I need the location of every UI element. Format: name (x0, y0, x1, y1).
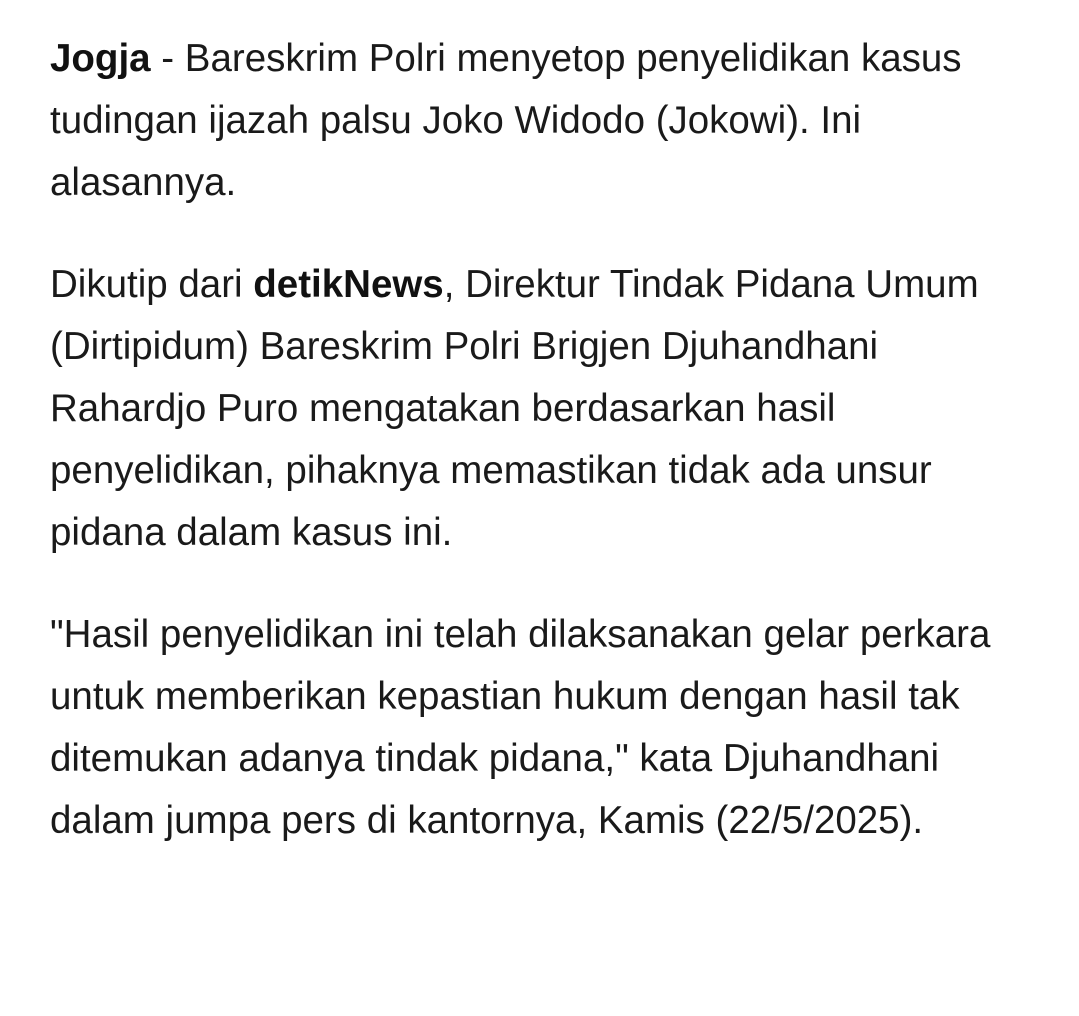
article-body (50, 28, 1025, 852)
source-prefix: Dikutip dari (50, 263, 254, 306)
source-name: detikNews (253, 263, 444, 306)
dateline-location: Jogja (50, 37, 151, 80)
article-paragraph-lead (50, 28, 1025, 214)
article-paragraph-source (50, 254, 1025, 564)
lead-text: - Bareskrim Polri menyetop penyelidikan kasus tudingan ijazah palsu Joko Widodo (Jokowi). Ini alasannya. (50, 37, 962, 204)
article-paragraph-quote (50, 604, 1025, 852)
source-paragraph-text: , Direktur Tindak Pidana Umum (Dirtipidum) Bareskrim Polri Brigjen Djuhandhani Rahardjo Puro mengatakan berdasarkan hasil penyelidikan, pihaknya memastikan tidak ada unsur pidana dalam kasus ini. (50, 263, 979, 554)
quote-text: "Hasil penyelidikan ini telah dilaksanakan gelar perkara untuk memberikan kepastian hukum dengan hasil tak ditemukan adanya tindak pidana," kata Djuhandhani dalam jumpa pers di kantornya, Kamis (22/5/2025). (50, 613, 991, 842)
